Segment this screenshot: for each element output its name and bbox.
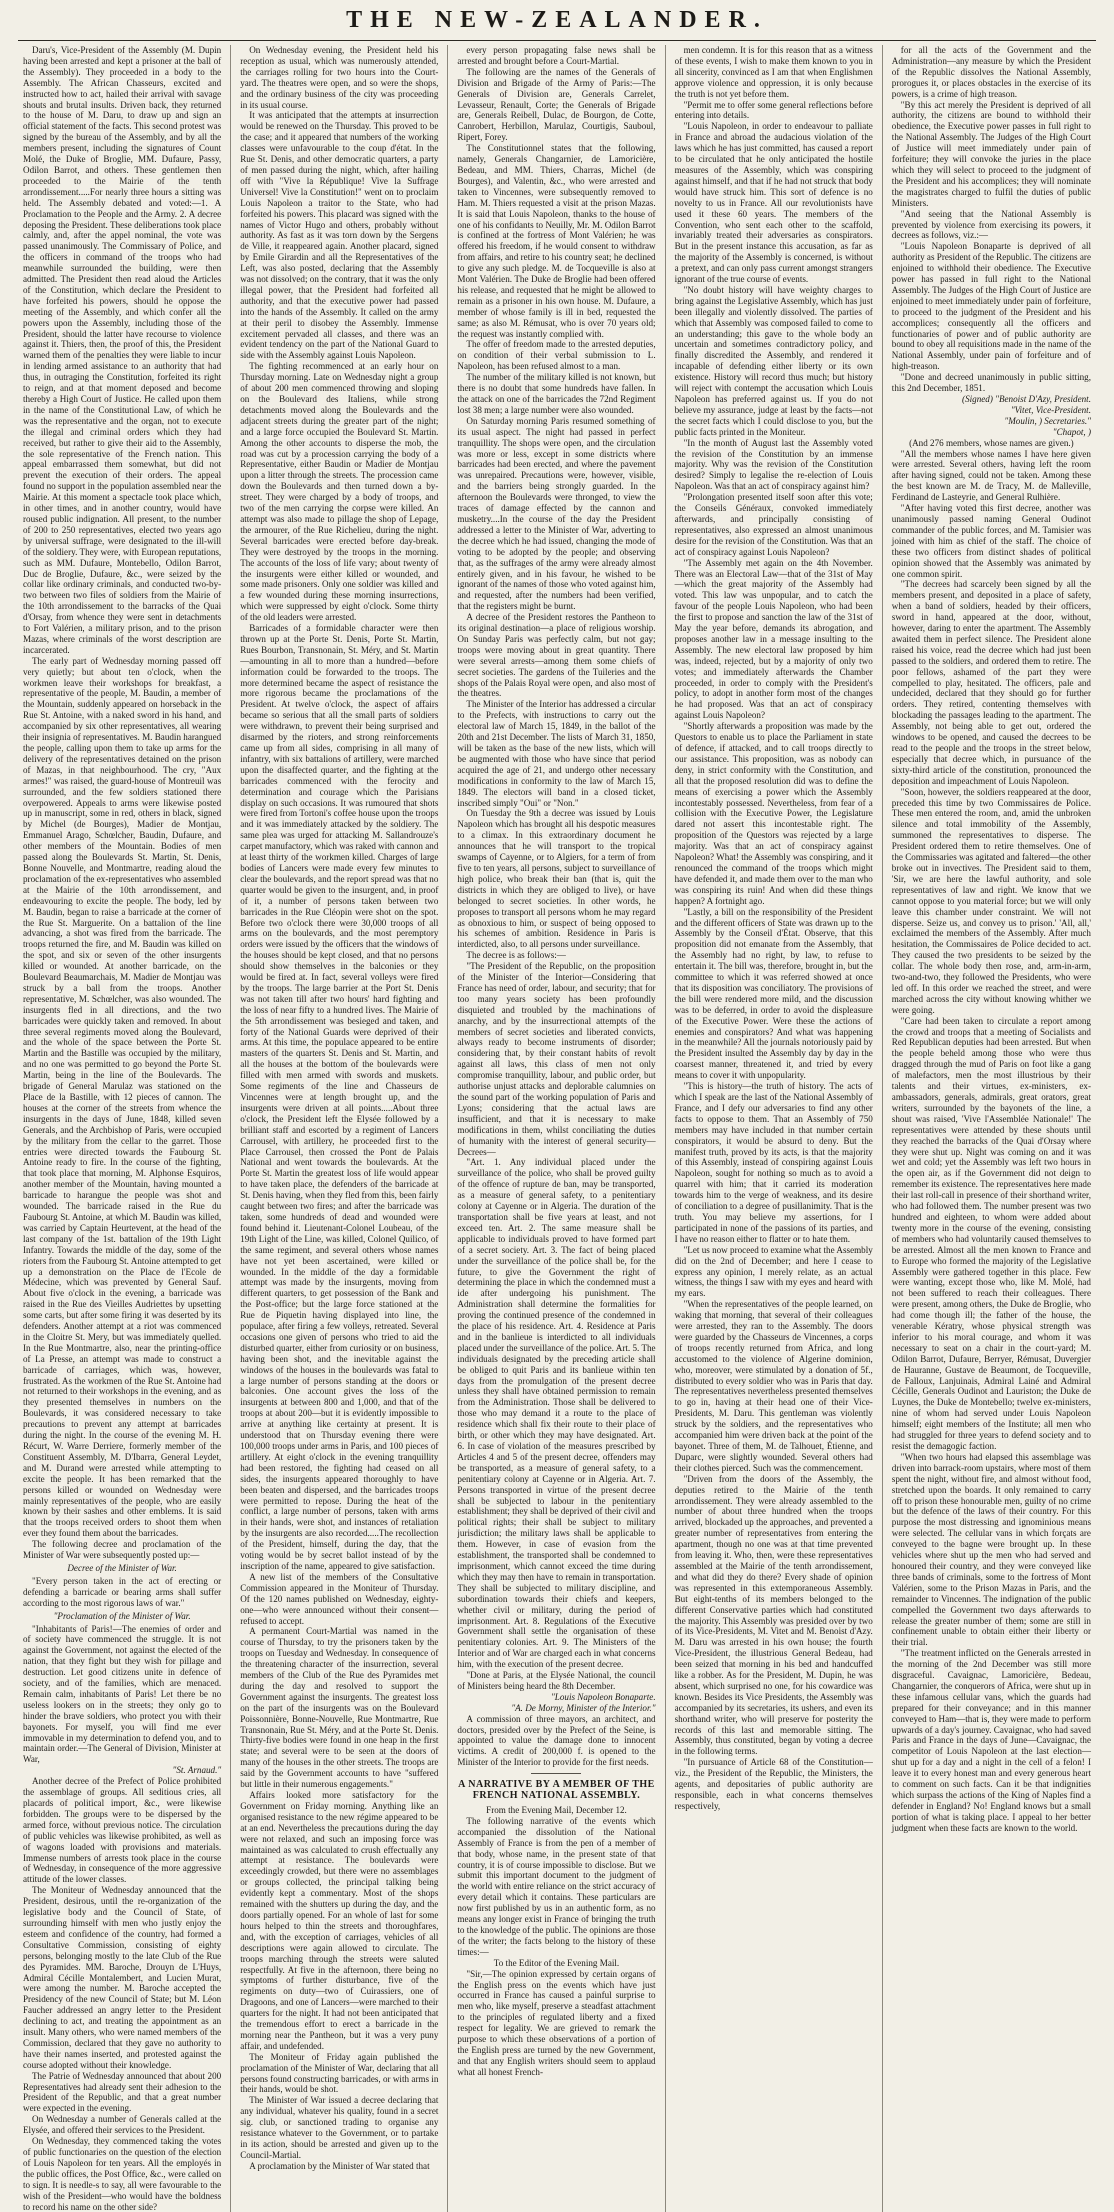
article-paragraph: The number of the military killed is not known, but there is no doubt that some hundreds have fallen. In the attack on one of the barricades the 72nd Regiment lost 38 men; a large number were also wounded. <box>457 372 656 415</box>
article-paragraph: The Minister of War issued a decree declaring that any individual, whatever his quality, found in a secret sig. club, or sanctioned trading to organise any resistance whatever to the Government, or to partake in its action, should be arrested and given up to the Council-Martial. <box>240 2095 439 2160</box>
article-paragraph: The early part of Wednesday morning passed off very quietly; but about ten o'clock, when the workmen leave their workshops for breakfast, a representative of the people, M. Baudin, a member of the Mountain, suddenly appeared on horseback in the Rue St. Antoine, with a naked sword in his hand, and accompanied by six other representatives, all wearing their insignia of representatives. M. Baudin harangued the people, calling upon them to take up arms for the delivery of the representatives detained on the prison of Mazas, in that neighbourhood. The cry, "Aux armes!" was raised, the guard-house of Montreuil was surrounded, and the few soldiers stationed there overpowered. Appeals to arms were likewise posted up in manuscript, some in red, others in black, signed by Michel (de Bourges), Madier de Montjau, Emmanuel Arago, Schœlcher, Baudin, Dufaure, and other members of the Mountain. Bodies of men passed along the Boulevards St. Martin, St. Denis, Bonne Nouvelle, and Montmartre, reading aloud the proclamation of the ex-representatives who assembled at the Mairie of the 10th arrondissement, and endeavouring to excite the people. The body, led by M. Baudin, began to raise a barricade at the corner of the Rue St. Marguerite. On a battalion of the line advancing, a shot was fired from the barricade. The troops returned the fire, and M. Baudin was killed on the spot, and six or seven of the other insurgents killed or wounded. At another barricade, on the Boulevard Beaumarchais, M. Madier de Montjau was struck by a ball from the troops. Another representative, M. Schœlcher, was also wounded. The insurgents fled in all directions, and the two barricades were quickly taken and removed. In about three several regiments moved along the Boulevard, and the whole of the space between the Porte St. Martin and the Bastille was occupied by the military, and no one was permitted to go beyond the Porte St. Martin, being in the line of the Boulevards. The brigade of General Marulaz was stationed on the Place de la Bastille, with 12 pieces of cannon. The houses at the corner of the streets from whence the insurgents in the days of June, 1848, killed seven Generals, and the Archbishop of Paris, were occupied by the military from the cellar to the garret. Those entries were directed towards the Faubourg St. Antoine ready to fire. In the course of the fighting, that took place that morning, M. Alphonse Esquiros, another member of the Mountain, having mounted a barricade to harangue the people was shot and wounded. The barricade raised in the Rue du Faubourg St. Antoine, at which M. Baudin was killed, was carried by Captain Heurtevent, at the head of the last company of the 1st. battalion of the 19th Light Infantry. Towards the middle of the day, some of the rioters from the Faubourg St. Antoine attempted to get up a demonstration on the Place de l'Ecole de Médecine, which was prevented by General Sauf. About five o'clock in the evening, a barricade was raised in the Rue des Vieilles Audriettes by upsetting some carts, but after some firing it was deserted by its defenders. Another attempt at a riot was commenced in the Cloitre St. Mery, but was immediately quelled. In the Rue Montmartre, also, near the printing-office of La Presse, an attempt was made to construct a barricade of carriages, which was, however, frustrated. As the workmen of the Rue St. Antoine had not returned to their workshops in the evening, and as they presented themselves in numbers on the Boulevards, it was considered necessary to take precautions to prevent any attempt at barricades during the night. In the course of the evening M. H. Récurt, W. Warre Derriere, formerly member of the Constituent Assembly, M. D'Ibarra, General Leydet, and M. Durand were arrested while attempting to excite the people. It has been remarked that the persons killed or wounded on Wednesday were mainly representatives of the people, who are easily known by their sashes and other emblems. It is said that the troops received orders to shoot them when ever they found them about the barricades. <box>23 655 222 1539</box>
text-columns <box>14 45 1100 2212</box>
article-headline: A NARRATIVE BY A MEMBER OF THE FRENCH NATIONAL ASSEMBLY. <box>458 1779 655 1802</box>
article-paragraph: The offer of freedom made to the arrested deputies, on condition of their verbal submission to L. Napoleon, has been refused almost to a man. <box>457 339 656 372</box>
article-paragraph: From the Evening Mail, December 12. <box>486 1805 627 1815</box>
article-paragraph: "Driven from the doors of the Assembly, the deputies retired to the Mairie of the tenth arrondissement. They were already assembled to the number of about three hundred when the troops arrived, blockaded up the approaches, and prevented a greater number of representatives from entering the apartment, though no one was at that time prevented from leaving it. Who, then, were these representatives assembled at the Mairie of the tenth arrondissement, and what did they do there? Every shade of opinion was represented in this extemporaneous Assembly. But eight-tenths of its members belonged to the different Conservative parties which had constituted the majority. This Assembly was presided over by two of its Vice-Presidents, M. Vitet and M. Benoist d'Azy. M. Daru was arrested in his own house; the fourth Vice-President, the illustrious General Bedeau, had been seized that morning in his bed and handcuffed like a robber. As for the President, M. Dupin, he was absent, which surprised no one, for his cowardice was known. Besides its Vice Presidents, the Assembly was accompanied by its secretaries, its ushers, and even its shorthand writer, who will preserve for posterity the records of this last and memorable sitting. The Assembly, thus constituted, began by voting a decree in the following terms. <box>674 1473 873 1757</box>
article-paragraph: To the Editor of the Evening Mail. <box>493 1957 620 1968</box>
article-paragraph: On Saturday morning Paris resumed something of its usual aspect. The night had passed in perfect tranquillity. The shops were open, and the circulation was more or less, except in some districts where barricades had been erected, and where the pavement was unrepaired. Precautions were, however, visible, and the barriers being strongly guarded. In the afternoon the Boulevards were thronged, to view the traces of damage effected by the cannon and musketry....In the course of the day the President addressed a letter to the Minister of War, adverting to the decree which he had issued, changing the mode of voting to be adopted by the people; and observing that, as the suffrages of the army were already almost entirely given, and in his favour, he wished to be ignorant of the names of those who voted against him, and requested, after the numbers had been verified, that the registers might be burnt. <box>457 415 656 612</box>
article-paragraph: The Patrie of Wednesday announced that about 200 Representatives had already sent their adhesion to the President of the Republic, and that a great number were expected in the evening. <box>23 2070 222 2114</box>
article-paragraph: "All the members whose names I have here given were arrested. Several others, having left the room after having signed, could not be taken. Among these the best known are M. de Tracy, M. de Malleville, Ferdinand de Lasteyrie, and General Rulhière. <box>891 448 1091 503</box>
article-paragraph: "In the month of August last the Assembly voted the revision of the Constitution by an immense majority. Why was the revision of the Constitution desired? Simply to legalise the re-election of Louis Napoleon. Was that an act of conspiracy against him? <box>674 437 873 492</box>
article-paragraph: It was anticipated that the attempts at insurrection would be renewed on the Thursday. This proved to be the case; and it appeared that numbers of the working classes were unfavourable to the coup d'état. In the Rue St. Denis, and other democratic quarters, a party of men passed during the night, which, after hailing off with "Vive la République! Vive la Suffrage Universel! Vive la Constitution!" went on to proclaim Louis Napoleon a traitor to the State, who had forfeited his powers. This placard was signed with the names of Victor Hugo and others, probably without authority. As fast as it was torn down by the Sergens de Ville, it reappeared again. Another placard, signed by Emile Girardin and all the Representatives of the Left, was also posted, declaring that the Assembly was not dissolved; on the contrary, that it was the only illegal power, that the President had forfeited all authority, and that the executive power had passed into the hands of the Assembly. It called on the army at their peril to disobey the Assembly. Immense excitement pervaded all classes, and there was an evident tendency on the part of the National Guard to side with the Assembly against Louis Napoleon. <box>240 110 439 361</box>
column-2 <box>231 45 448 2212</box>
article-paragraph: "Prolongation presented itself soon after this vote; the Conseils Généraux, convoked immediately afterwards, and principally consisting of representatives, also expressed an almost unanimous desire for the revision of the Constitution. Was that an act of conspiracy against Louis Napoleon? <box>674 492 873 557</box>
article-paragraph: "Louis Napoleon Bonaparte is deprived of all authority as President of the Republic. The citizens are enjoined to withhold their obedience. The Executive power has passed in full right to the National Assembly. The Judges of the High Court of Justice are enjoined to meet immediately under pain of forfeiture, to proceed to the judgment of the President and his accomplices; consequently all the officers and functionaries of power and of public authority are bound to obey all requisitions made in the name of the National Assembly, under pain of forfeiture and of high-treason. <box>891 241 1091 372</box>
article-paragraph: "The President of the Republic, on the proposition of the Minister of the Interior—Considering that France has need of order, labour, and security; that for too many years society has been profoundly disquieted and troubled by the machinations of anarchy, and by the insurrectional attempts of the members of secret societies and liberated convicts, always ready to become instruments of disorder; considering that, by their constant habits of revolt against all laws, this class of men not only compromise tranquillity, labour, and public order, but authorise unjust attacks and deplorable calumnies on the sound part of the working population of Paris and Lyons; considering that the actual laws are insufficient, and that it is necessary to make modifications in them, whilst conciliating the duties of humanity with the interest of general security—Decrees— <box>457 961 656 1157</box>
article-paragraph: Another decree of the Prefect of Police prohibited the assemblage of groups. All seditious cries, all placards of political import, &c., were likewise forbidden. The groups were to be dispersed by the armed force, without previous notice. The circulation of public vehicles was likewise prohibited, as well as of wagons loaded with provisions and materials. Immense numbers of arrests took place in the course of Wednesday, in consequence of the more aggressive attitude of the lower classes. <box>23 1776 222 1885</box>
article-paragraph: "Louis Napoleon, in order to endeavour to palliate in France and abroad the audacious violation of the laws which he has just committed, has caused a report to be circulated that he only anticipated the hostile measures of the Assembly, which was conspiring against himself, and that if he had not struck that body would have struck him. This sort of defence is no novelty to us in France. All our revolutionists have used it these 60 years. The members of the Convention, who sent each other to the scaffold, invariably treated their adversaries as conspirators. But in the present instance this accusation, as far as the majority of the Assembly is concerned, is without a pretext, and can only pass current amongst strangers ignorant of the true course of events. <box>674 121 873 285</box>
article-paragraph: "When two hours had elapsed this assemblage was driven into barrack-room upstairs, where most of them spent the night, without fire, and almost without food, stretched upon the boards. It only remained to carry off to prison these honourable men, guilty of no crime but the defence of the laws of their country. For this purpose the most distressing and ignominious means were selected. The cellular vans in which forçats are conveyed to the bagne were brought up. In these vehicles where shut up the men who had served and honoured their country, and they were conveyed like three bands of criminals, some to the fortress of Mont Valérien, some to the Prison Mazas in Paris, and the remainder to Vincennes. The indignation of the public compelled the Government two days afterwards to release the greater number of them; some are still in confinement unable to obtain either their liberty or their trial. <box>891 1451 1091 1648</box>
article-paragraph: men condemn. It is for this reason that as a witness of these events, I wish to make them known to you in all sincerity, convinced as I am that when Englishmen approve violence and oppression, it is only because the truth is not yet before them. <box>674 45 873 99</box>
article-paragraph: "By this act merely the President is deprived of all authority, the citizens are bound to withhold their obedience, the Executive power passes in full right to the National Assembly. The Judges of the High Court of Justice will meet immediately under pain of forfeiture; they will convoke the juries in the place which they will select to proceed to the judgment of the President and his accomplices; they will nominate the magistrates charged to fulfil the duties of public Ministers. <box>891 99 1091 208</box>
column-4 <box>666 45 883 2212</box>
article-paragraph: "Art. 1. Any individual placed under the surveillance of the police, who shall be proved guilty of the offence of rupture de ban, may be transported, as a measure of general safety, to a penitentiary colony at Cayenne or in Algeria. The duration of the transportation shall be five years at least, and not exceed ten. Art. 2. The same measure shall be applicable to individuals proved to have formed part of a secret society. Art. 3. The fact of being placed under the surveillance of the police shall be, for the future, to give the Government the right of determining the place in which the condemned must a ide after undergoing his punishment. The Administration shall determine the formalities for proving the continued presence of the condemned in the place of his residence. Art. 4. Residence at Paris and in the banlieue is interdicted to all individuals placed under the surveillance of the police. Art. 5. The individuals designated by the preceding article shall be obliged to quit Paris and its banlieue within ten days from the promulgation of the present decree unless they shall have obtained permission to remain from the Administration. Those shall be delivered to those who may demand it a route to the place of residence which shall fix their route to their place of birth, or other which they may have designated. Art. 6. In case of violation of the measures prescribed by Articles 4 and 5 of the present decree, offenders may be transported, as a measure of general safety, to a penitentiary colony at Cayenne or in Algeria. Art. 7. Persons transported in virtue of the present decree shall be subjected to labour in the penitentiary establishment; they shall be deprived of their civil and political rights; their shall be subject to military jurisdiction; the military laws shall be applicable to them. However, in case of evasion from the establishment, the transported shall be condemned to imprisonment, which cannot exceed the time during which they may then have to remain in transportation. They shall be subjected to military discipline, and subordination towards their chiefs and keepers, whether civil or military, during the period of imprisonment. Art. 8. Regulations of the Executive Government shall settle the organisation of these penitentiary colonies. Art. 9. The Ministers of the Interior and of War are charged each in what concerns him, with the execution of the present decree. <box>457 1157 656 1670</box>
article-paragraph: "The decrees had scarcely been signed by all the members present, and deposited in a place of safety, when a band of soldiers, headed by their officers, sword in hand, appeared at the door, without, however, daring to enter the apartment. The Assembly awaited them in perfect silence. The President alone raised his voice, read the decree which had just been passed to the soldiers, and ordered them to retire. The poor fellows, ashamed of the part they were compelled to play, hesitated. The officers, pale and undecided, declared that they should go for further orders. They retired, contenting themselves with blockading the passages leading to the apartment. The Assembly, not being able to get out, ordered the windows to be opened, and caused the decrees to be read to the people and the troops in the street below, especially that decree which, in pursuance of the sixty-third article of the constitution, pronounced the deposition and impeachment of Louis Napoleon. <box>891 579 1091 786</box>
column-5 <box>883 45 1100 2212</box>
article-paragraph: On Wednesday, they commenced taking the votes of public functionaries on the question of the election of Louis Napoleon for ten years. All the employés in the public offices, the Post Office, &c., were called on to sign. It is needle-s to say, all were favourable to the wish of the President—who would have the boldness to record his name on the other side? <box>23 2136 222 2212</box>
article-paragraph: "In pursuance of Article 68 of the Constitution—viz., the President of the Republic, the Ministers, the agents, and depositaries of public authority are responsible, each in what concerns themselves respectively, <box>674 1757 873 1811</box>
article-paragraph: On Wednesday a number of Generals called at the Elysée, and offered their services to the President. <box>23 2114 222 2136</box>
article-paragraph: Decree of the Minister of War. <box>67 1562 177 1573</box>
article-paragraph: "This is history—the truth of history. The acts of which I speak are the last of the National Assembly of France, and I defy our adversaries to find any other facts to oppose to them. That an Assembly of 750 members may have included in that number certain conspirators, it would be absurd to deny. But the manifest truth, proved by its acts, is that the majority of this Assembly, instead of conspiring against Louis Napoleon, sought for nothing so much as to avoid a quarrel with him; that it carried its moderation towards him to the verge of weakness, and its desire of conciliation to a degree of pusillanimity. That is the truth. You may believe my assertions, for I participated in none of the passions of its parties, and I have no reason either to flatter or to hate them. <box>674 1081 873 1244</box>
article-paragraph: "Let us now proceed to examine what the Assembly did on the 2nd of December; and here I cease to express any opinion, I merely relate, as an actual witness, the things I saw with my eyes and heard with my ears. <box>674 1244 873 1299</box>
article-paragraph: "Soon, however, the soldiers reappeared at the door, preceded this time by two Commissaires de Police. These men entered the room, and, amid the unbroken silence and total immobility of the Assembly, summoned the representatives to disperse. The President ordered them to retire themselves. One of the Commissaries was agitated and faltered—the other broke out in invectives. The President said to them, 'Sir, we are here the lawful authority, and sole representatives of law and right. We know that we cannot oppose to you material force; but we will only leave this chamber under constraint. We will not disperse. Seize us, and convey us to prison.' 'All, all,' exclaimed the members of the Assembly. After much hesitation, the Commissaires de Police decided to act. They caused the two presidents to be seized by the collar. The whole body then rose, and, arm-in-arm, two-and-two, they followed the Presidents, who were led off. In this order we reached the street, and were marched across the city without knowing whither we were going. <box>891 786 1091 1015</box>
article-paragraph: "Done at Paris, at the Elysée National, the council of Ministers being heard the 8th December. <box>457 1670 656 1691</box>
article-paragraph: "No doubt history will have weighty charges to bring against the Legislative Assembly, which has just been illegally and violently dissolved. The parties of which that Assembly was composed failed to come to an understanding; this gave to the whole body an uncertain and sometimes contradictory policy, and finally discredited the Assembly, and rendered it incapable of defending either liberty or its own existence. History will record thus much; but history will reject with contempt the accusation which Louis Napoleon has preferred against us. If you do not believe my assurance, judge at least by the facts—not the secret facts which I could disclose to you, but the public facts printed in the Moniteur. <box>674 284 873 437</box>
article-paragraph: "Louis Napoleon Bonaparte. <box>550 1691 656 1702</box>
article-paragraph: "Care had been taken to circulate a report among the crowd and troops that a meeting of Socialists and Red Republican deputies had been arrested. But when the people beheld among those who were thus dragged through the mud of Paris on foot like a gang of malefactors, men the most illustrious by their talents and their virtues, ex-ministers, ex-ambassadors, generals, admirals, great orators, great writers, surrounded by the bayonets of the line, a shout was raised, 'Vive l'Assemblée Nationale!' The representatives were attended by these shouts until they reached the barracks of the Quai d'Orsay where they were shut up. Night was coming on and it was wet and cold; yet the Assembly was left two hours in the open air, as if the Government did not deign to remember its existence. The representatives here made their last roll-call in presence of their shorthand writer, who had followed them. The number present was two hundred and eighteen, to whom were added about twenty more in the course of the evening, consisting of members who had voluntarily caused themselves to be arrested. Almost all the men known to France and to Europe who formed the majority of the Legislative Assembly were gathered together in this place. Few were wanting, except those who, like M. Molé, had not been suffered to reach their colleagues. There were present, among others, the Duke de Broglie, who had come though ill; the father of the house, the venerable Kératry, whose physical strength was inferior to his moral courage, and whom it was necessary to seat on a chair in the court-yard; M. Odilon Barrot, Dufaure, Berryer, Rémusat, Duvergier de Hauranne, Gustave de Beaumont, de Tocqueville, de Falloux, Lanjuinais, Admiral Lainé and Admiral Cécille, Generals Oudinot and Lauriston; the Duke de Luynes, the Duke de Montebello; twelve ex-ministers, nine of whom had served under Louis Napoleon himself; eight members of the Institute; all men who had struggled for three years to defend society and to resist the demagogic faction. <box>891 1015 1091 1451</box>
article-paragraph: The Moniteur of Friday again published the proclamation of the Minister of War, declaring that all persons found constructing barricades, or with arms in their hands, would be shot. <box>240 2051 439 2095</box>
article-paragraph: A decree of the President restores the Pantheon to its original destination—a place of religious worship. On Sunday Paris was perfectly calm, but not gay; troops were moving about in great quantity. There were several arrests—among them some chiefs of secret societies. The gardens of the Tuileries and the shops of the Palais Royal were open, and also most of the theatres. <box>457 612 656 699</box>
article-paragraph: The following narrative of the events which accompanied the dissolution of the National Assembly of France is from the pen of a member of that body, whose name, in the present state of that country, it is of course impossible to disclose. But we submit this important document to the judgment of the world with entire reliance on the strict accuracy of every detail which it contains. These particulars are now first published by us in an authentic form, as no means any longer exist in France of bringing the truth to the knowledge of the public. The opinions are those of the writer; the facts belong to the history of these times:— <box>457 1815 656 1957</box>
article-paragraph: "Sir,—The opinion expressed by certain organs of the English press on the events which have just occurred in France has caused a painful surprise to men who, like myself, preserve a steadfast attachment to the principles of regulated liberty and a fixed respect for legality. We are grieved to remark the purpose to which these observations of a portion of the English press are turned by the new Government, and that any English writers should seem to applaud what all honest French- <box>457 1968 656 2077</box>
article-paragraph: (Signed) "Benoist D'Azy, President. <box>962 394 1091 404</box>
article-paragraph: On Tuesday the 9th a decree was issued by Louis Napoleon which has brought all his despotic measures to a climax. In this extraordinary document he announces that he will transport to the tropical swamps of Cayenne, or to Algiers, for a term of from five to ten years, all persons, subject to surveillance of high police, who break their ban (that is, quit the districts in which they are obliged to live), or have belonged to secret societies. In other words, he proposes to transport all persons whom he may regard as obnoxious to him, or suspect of being opposed to his schemes of ambition. Residence in Paris is interdicted, also, to all persons under surveillance. <box>457 808 656 950</box>
article-paragraph: "Moulin, ) Secretaries." <box>1004 415 1091 426</box>
article-paragraph: The Moniteur of Wednesday announced that the President, desirous, until the re-organization of the legislative body and the Council of State, of surrounding himself with men who justly enjoy the esteem and confidence of the country, had formed a Consultative Commission, consisting of eighty persons, belonging mostly to the late Club of the Rue des Pyramides. MM. Baroche, Drouyn de L'Huys, Admiral Cécille Montalembert, and Lucien Murat, were among the number. M. Baroche accepted the Presidency of the new Council of State; but M. Léon Faucher addressed an angry letter to the President declining to act, and treating the appointment as an insult. Many others, who were named members of the Commission, declared that they gave no authority to have their names inserted, and protested against the course adopted without their knowledge. <box>23 1885 222 2070</box>
article-paragraph: The Constitutionnel states that the following, namely, Generals Changarnier, de Lamoricière, Bedeau, and MM. Thiers, Charras, Michel (de Bourges), and Valentin, &c., who were arrested and taken to Vincennes, were subsequently removed to Ham. M. Thiers requested a visit at the prison Mazas. It is said that Louis Napoleon, thanks to the house of one of his confidants to Neuilly, Mr. M. Odilon Barrot is confined at the fortress of Mont Valérien; he was offered his freedom, if he would consent to withdraw from affairs, and retire to his country seat; he declined to give any such pledge. M. de Tocqueville is also at Mont Valérien. The Duke de Broglie had been offered his release, and requested that he might be allowed to remain as a prisoner in his own house. M. Dufaure, a member of whose family is ill in bed, requested the same; as also M. Rémusat, who is over 70 years old; the request was instantly complied with. <box>457 143 656 339</box>
article-paragraph: The following decree and proclamation of the Minister of War were subsequently posted up:— <box>23 1539 222 1561</box>
article-paragraph: "Shortly afterwards a proposition was made by the Questors to enable us to place the Parliament in state of defence, if attacked, and to call troops directly to our assistance. This proposition, was as nobody can deny, in strict conformity with the Constitution, and all that the proposed resolution did was to define the means of exercising a power which the Assembly incontestably possessed. Nevertheless, from fear of a collision with the Executive Power, the Legislature dared not assert this incontestable right. The proposition of the Questors was rejected by a large majority. Was that an act of conspiracy against Napoleon? What! the Assembly was conspiring, and it renounced the command of the troops which might have defended it, and made them over to the man who was conspiring its ruin! And when did these things happen? A fortnight ago. <box>674 721 873 906</box>
article-paragraph: "St. Arnaud." <box>172 1765 222 1776</box>
article-paragraph: "Lastly, a bill on the responsibility of the President and the different officers of State was drawn up to the Assembly by the Conseil d'État. Observe, that this proposition did not emanate from the Assembly, that the Assembly had no right, by law, to refuse to entertain it. The bill was, therefore, brought in, but the committee to which it was referred showed at once that its disposition was conciliatory. The provisions of the bill were rendered more mild, and the discussion was to be deferred, in order to avoid the displeasure of the Executive Power. Were these the actions of enemies and conspirators? And what was happening in the meanwhile? All the journals notoriously paid by the President insulted the Assembly day by day in the coarsest manner, threatened it, and tried by every means to cover it with unpopularity. <box>674 906 873 1081</box>
article-paragraph: "Vitet, Vice-President. <box>1010 404 1091 415</box>
article-paragraph: every person propagating false news shall be arrested and brought before a Court-Martial. <box>457 45 656 66</box>
article-paragraph: The decree is as follows:— <box>466 950 566 961</box>
column-1 <box>14 45 231 2212</box>
article-paragraph: "Chapot, ) <box>1052 426 1091 437</box>
article-paragraph: "And seeing that the National Assembly is prevented by violence from exercising its powers, it decrees as follows, viz.:— <box>891 208 1091 241</box>
article-paragraph: "Inhabitants of Paris!—The enemies of order and of society have commenced the struggle. It is not against the Government, not against the elected of the nation, that they fight but they wish for pillage and destruction. Let good citizens unite in defence of society, and of the families, which are menaced. Remain calm, inhabitants of Paris! Let there be no useless lookers on in the streets; they only go to hinder the brave soldiers, who protect you with their bayonets. For myself, you will find me ever immovable in my determination to defend you, and to maintain order.—The General of Division, Minister at War, <box>23 1623 222 1765</box>
article-paragraph: A new list of the members of the Consultative Commission appeared in the Moniteur of Thursday. Of the 120 names published on Wednesday, eighty-one—who were announced without their consent—refused to accept. <box>240 1571 439 1626</box>
article-paragraph: Daru's, Vice-President of the Assembly (M. Dupin having been arrested and kept a prisoner at the ball of the Assembly). They proceeded in a body to the Assembly. The African Chasseurs, excited and instructed how to act, hailed their arrival with savage shouts and brutal insults. Driven back, they returned to the house of M. Daru, to draw up and sign an official statement of the facts. This second protest was signed by the bureau of the Assembly, and by all the members present, including the signatures of Count Molé, the Duke of Broglie, MM. Dufaure, Passy, Odilon Barrot, and others. These gentlemen then proceeded to the Mairie of the tenth arrondissement.....For nearly three hours a sitting was held. The Assembly debated and voted:—1. A Proclamation to the People and the Army. 2. A decree deposing the President. These deliberations took place calmly, and, after the appel nominal, the vote was passed unanimously. The Commissary of Police, and the officers in command of the troops who had meanwhile surrounded the building, were then admitted. The President then read aloud the Articles of the Constitution, which declare the President to have forfeited his powers, should he oppose the meeting of the Assembly, and which confer all the powers upon the Assembly, including those of the President, should the latter have recourse to violence against it. Thiers, then, the proof of this, the President warned them of the penalties they were liable to incur in lending armed assistance to an authority that had thus, in outraging the Constitution, forfeited its right to reign, and at that moment deposed and become thereby a High Court of Justice. He called upon them in the name of the Constitutional Law, of which he was the representative and the organ, not to execute the illegal and criminal orders which they had received, but rather to give their aid to the Assembly, the sole representative of the French nation. This appeal embarrassed them somewhat, but did not prevent the execution of their orders. The appeal found no support in the population assembled near the Mairie. At this moment a spectacle took place which, in other times, and in another country, would have roused public indignation. All present, to the number of 200 to 250 representatives, elected two years ago by universal suffrage, were designated to the ill-will of the soldiery. They were, with European reputations, such as MM. Dufaure, Montebello, Odilon Barrot, Duc de Broglie, Dufaure, &c., were seized by the collar like ordinary criminals, and conducted two-by-two between two files of soldiers from the Mairie of the 10th arrondissement to the barracks of the Quai d'Orsay, from whence they were sent in detachments to Fort Valérien, a military prison, and to the prison Mazas, where criminals of the worst description are incarcerated. <box>23 45 222 655</box>
article-paragraph: "After having voted this first decree, another was unanimously passed naming General Oudinot commander of the public forces, and M. Tamisier was joined with him as chief of the staff. The choice of these two officers from distinct shades of political opinion showed that the Assembly was animated by one common spirit. <box>891 503 1091 579</box>
section-rule <box>531 1773 581 1774</box>
article-paragraph: A commission of three mayors, an architect, and doctors, presided over by the Prefect of the Seine, is appointed to value the damage done to innocent victims. A credit of 200,000 f. is opened to the Minister of the Interior to provide for the first needs. <box>457 1713 656 1768</box>
article-paragraph: "A. De Morny, Minister of the Interior." <box>511 1702 656 1713</box>
newspaper-title: THE NEW-ZEALANDER. <box>346 6 768 33</box>
article-paragraph: "The treatment inflicted on the Generals arrested in the morning of the 2nd December was still more disgraceful. Cavaignac, Lamoricière, Bedeau, Changarnier, the conquerors of Africa, were shut up in these infamous cellular vans, which the guards had prepared for their conveyance; and in this manner conveyed to Ham—that is, they were made to perform upwards of a day's journey. Cavaignac, who had saved Paris and France in the days of June—Cavaignac, the competitor of Louis Napoleon at the last election—shut up for a day and a night in the cell of a felon! I leave it to every honest man and every generous heart to comment on such facts. Can it be that indignities which surpass the actions of the King of Naples find a defender in England? No! England knows but a small portion of what is taking place. I appeal to her better judgment when these facts are known to the world. <box>891 1648 1091 1833</box>
column-3 <box>448 45 665 2212</box>
article-paragraph: A permanent Court-Martial was named in the course of Thursday, to try the prisoners taken by the troops on Tuesday and Wednesday. In consequence of the threatening character of the insurrection, several members of the Club of the Rue des Pyramides met during the day and resolved to support the Government against the insurgents. The greatest loss on the part of the insurgents was on the Boulevard Poissonnière, Bonne-Nouvelle, Rue Montmartre, Rue Transnonain, Rue St. Méry, and at the Porte St. Denis. Thirty-five bodies were found in one heap in the first state; and several were to be seen at the doors of many of the houses in the other streets. The troops are said by the Government accounts to have "suffered but little in their numerous engagements." <box>240 1626 439 1790</box>
article-paragraph: The following are the names of the Generals of Division and Brigade of the Army of Paris:—The Generals of Division are, Generals Carrelet, Levasseur, Renault, Corte; the Generals of Brigade are, Generals Reibell, Dulac, de Bourgon, de Cotte, Canrobert, Herbillon, Marulaz, Courtigis, Sauboul, Ripert, Forey. <box>457 66 656 143</box>
article-paragraph: Affairs looked more satisfactory for the Government on Friday morning. Anything like an organised resistance to the new régime appeared to be at an end. Nevertheless the precautions during the day were not relaxed, and such an imposing force was maintained as was calculated to crush effectually any attempt at resistance. The boulevards were exceedingly crowded, but there were no assemblages or groups collected, the principal talking being evidently kept a commentary. Most of the shops remained with the shutters up during the day, and the doors partially opened. For an whole of last for some hours helped to thin the streets and thoroughfares, and, with the exception of carriages, vehicles of all descriptions were again allowed to circulate. The troops marching through the streets were saluted respectfully. At five in the afternoon, there being no symptoms of further disturbance, five of the regiments on duty—two of Cuirassiers, one of Dragoons, and one of Lancers—were marched to their quarters for the night. It had not been anticipated that the tremendous effort to erect a barricade in the morning near the Pantheon, but it was a very puny affair, and undefended. <box>240 1790 439 2051</box>
article-paragraph: The Minister of the Interior has addressed a circular to the Prefects, with instructions to carry out the electoral law of March 15, 1849, in the ballot of the 20th and 21st December. The lists of March 31, 1850, will be taken as the base of the new lists, which will be augmented with those who have since that period acquired the age of 21, and undergo other necessary modifications in conformity to the law of March 15, 1849. The electors will band in a closed ticket, inscribed simply "Oui" or "Non." <box>457 699 656 808</box>
article-paragraph: "Done and decreed unanimously in public sitting, this 2nd December, 1851. <box>891 372 1091 394</box>
article-paragraph: for all the acts of the Government and the Administration—any measure by which the President of the Republic dissolves the National Assembly, prorogues it, or places obstacles in the exercise of its powers, is a crime of high treason. <box>891 45 1091 99</box>
article-paragraph: "When the representatives of the people learned, on waking that morning, that several of their colleagues were arrested, they ran to the Assembly. The doors were guarded by the Chasseurs de Vincennes, a corps of troops recently returned from Africa, and long accustomed to the violence of Algerine dominion, who, moreover, were stimulated by a donation of 5f., distributed to every soldier who was in Paris that day. The representatives nevertheless presented themselves to go in, having at their head one of their Vice-Presidents, M. Daru. This gentleman was violently struck by the soldiers, and the representatives who accompanied him were driven back at the point of the bayonet. Three of them, M. de Talhouet, Étienne, and Duparc, were slightly wounded. Several others had their clothes pierced. Such was the commencement. <box>674 1299 873 1473</box>
article-paragraph: (And 276 members, whose names are given.) <box>909 437 1074 448</box>
article-paragraph: "Proclamation of the Minister of War. <box>53 1610 191 1621</box>
article-paragraph: "Permit me to offer some general reflections before entering into details. <box>674 99 873 121</box>
article-paragraph: A proclamation by the Minister of War stated that <box>249 2160 430 2171</box>
masthead <box>18 0 1096 41</box>
article-paragraph: "Every person taken in the act of erecting or defending a barricade or bearing arms shall suffer according to the most rigorous laws of war." <box>23 1575 222 1608</box>
article-paragraph: On Wednesday evening, the President held his reception as usual, which was numerously attended, the carriages rolling for two hours into the Court-yard. The theatres were open, and so were the shops, and the ordinary business of the city was proceeding in its usual course. <box>240 45 439 110</box>
article-paragraph: The fighting recommenced at an early hour on Thursday morning. Late on Wednesday night a group of about 200 men commenced throwing and sloping on the Boulevard des Italiens, while strong detachments moved along the Boulevards and the adjacent streets during the greater part of the night; and a large force occupied the Boulevard St. Martin. Among the other accounts to disperse the mob, the road was cut by a procession carrying the body of a Representative, either Baudin or Madier de Montjau upon a litter through the streets. The procession came down the Boulevards and then turned down a by-street. They were charged by a body of troops, and two of the men carrying the corpse were killed. An attempt was also made to pillage the shop of Lepage, the armourer, of the Rue Richelieu, during the night. Several barricades were erected before day-break. They were destroyed by the troops in the morning. The accounts of the loss of life vary; about twenty of the insurgents were either killed or wounded, and some made prisoners. Only one soldier was killed and a few wounded during these morning insurrections, which were suppressed by eight o'clock. Some thirty of the old leaders were arrested. <box>240 361 439 623</box>
article-paragraph: Barricades of a formidable character were then thrown up at the Porte St. Denis, Porte St. Martin, Rues Bourbon, Transnonain, St. Méry, and St. Martin—amounting in all to more than a hundred—before information could be forwarded to the troops. The more determined became the aspect of resistance the more rigorous became the proclamations of the President. At twelve o'clock, the aspect of affairs became so serious that all the small parts of soldiers were withdrawn, to prevent their being surprised and disarmed by the rioters, and strong reinforcements came up from all sides, comprising in all many of infantry, with six battalions of artillery, were marched upon the disaffected quarter, and the fighting at the barricades commenced with the ferocity and determination and courage which the Parisians display on such occasions. It was rumoured that shots were fired from Tortoni's coffee house upon the troops and it was immediately attacked by the soldiery. The same plea was urged for attacking M. Sallandrouze's carpet manufactory, which was raked with cannon and at least thirty of the workmen killed. Charges of large bodies of Lancers were made every few minutes to clear the boulevards, and the report spread was that no quarter would be given to the insurgent, and, in proof of it, a number of persons taken between two barricades in the Rue Cléopin were shot on the spot. Before two o'clock there were 30,000 troops of all arms on the boulevards, and the most peremptory orders were issued by the officers that the windows of the houses should be kept closed, and that no persons should show themselves in the balconies or they would be fired at. In fact, several volleys were fired by the troops. The large barrier at the Port St. Denis was not taken till after two hours' hard fighting and the loss of near fifty to a hundred lives. The Mairie of the 5th arrondissement was besieged and taken, and forty of the National Guards were deprived of their arms. At this time, the populace appeared to be entire masters of the quarters St. Denis and St. Martin, and all the houses at the bottom of the boulevards were filled with men armed with swords and muskets. Some regiments of the line and Chasseurs de Vincennes were at length brought up, and the insurgents were driven at all points.....About three o'clock, the President left the Elysée followed by a brilliant staff and escorted by a regiment of Lancers Carrousel, with artillery, he proceeded first to the Place Carrousel, then crossed the Pont de Palais National and went towards the boulevards. At the Porte St. Martin the greatest loss of life would appear to have taken place, the defenders of the barricade at St. Denis having, when they fled from this, been fairly caught between two fires; and after the barricade was taken, some hundreds of dead and wounded were found behind it. Lieutenant-Colonel Loubeau, of the 19th Light of the Line, was killed, Colonel Quilico, of the same regiment, and several others whose names have not yet been ascertained, were killed or wounded. In the middle of the day a formidable attempt was made by the insurgents, moving from different quarters, to get possession of the Bank and the Post-office; but the large force stationed at the Rue de Piquetin having displayed into line, the populace, after firing a few volleys, retreated. Several occasions one given of persons who tried to aid the disturbed quarter, either from curiosity or on business, having been shot, and the inevitable against the windows of the houses in the boulevards was fatal to a large number of persons standing at the doors or balconies. One account gives the loss of the insurgents at between 800 and 1,000, and that of the troops at about 200—but it is evidently impossible to arrive at anything like certainty at present. It is understood that on Thursday evening there were 100,000 troops under arms in Paris, and 100 pieces of artillery. At eight o'clock in the evening tranquillity had been restored, the fighting had ceased on all sides, the insurgents appeared thoroughly to have been beaten and dispersed, and the barricades troops were permitted to repose. During the heat of the conflict, a large number of persons, taken with arms in their hands, were shot, and instances of retaliation by the insurgents are also recorded.....The recollection of the President, himself, during the day, that the voting would be by secret ballot instead of by the inscription of the name, appeared to give satisfaction. <box>240 623 439 1571</box>
article-paragraph: "The Assembly met again on the 4th November. There was an Electoral Law—that of the 31st of May—which the great majority of the Assembly had voted. This law was unpopular, and to catch the favour of the people Louis Napoleon, who had been the first to propose and sanction the law of the 31st of May the year before, demands its abrogation, and proposes another law in a message insulting to the Assembly. The new electoral law proposed by him was, indeed, rejected, but by a majority of only two votes; and immediately afterwards the Chamber proceeded, in order to comply with the President's policy, to adopt in another form most of the changes he had proposed. Was that an act of conspiracy against Louis Napoleon? <box>674 557 873 721</box>
